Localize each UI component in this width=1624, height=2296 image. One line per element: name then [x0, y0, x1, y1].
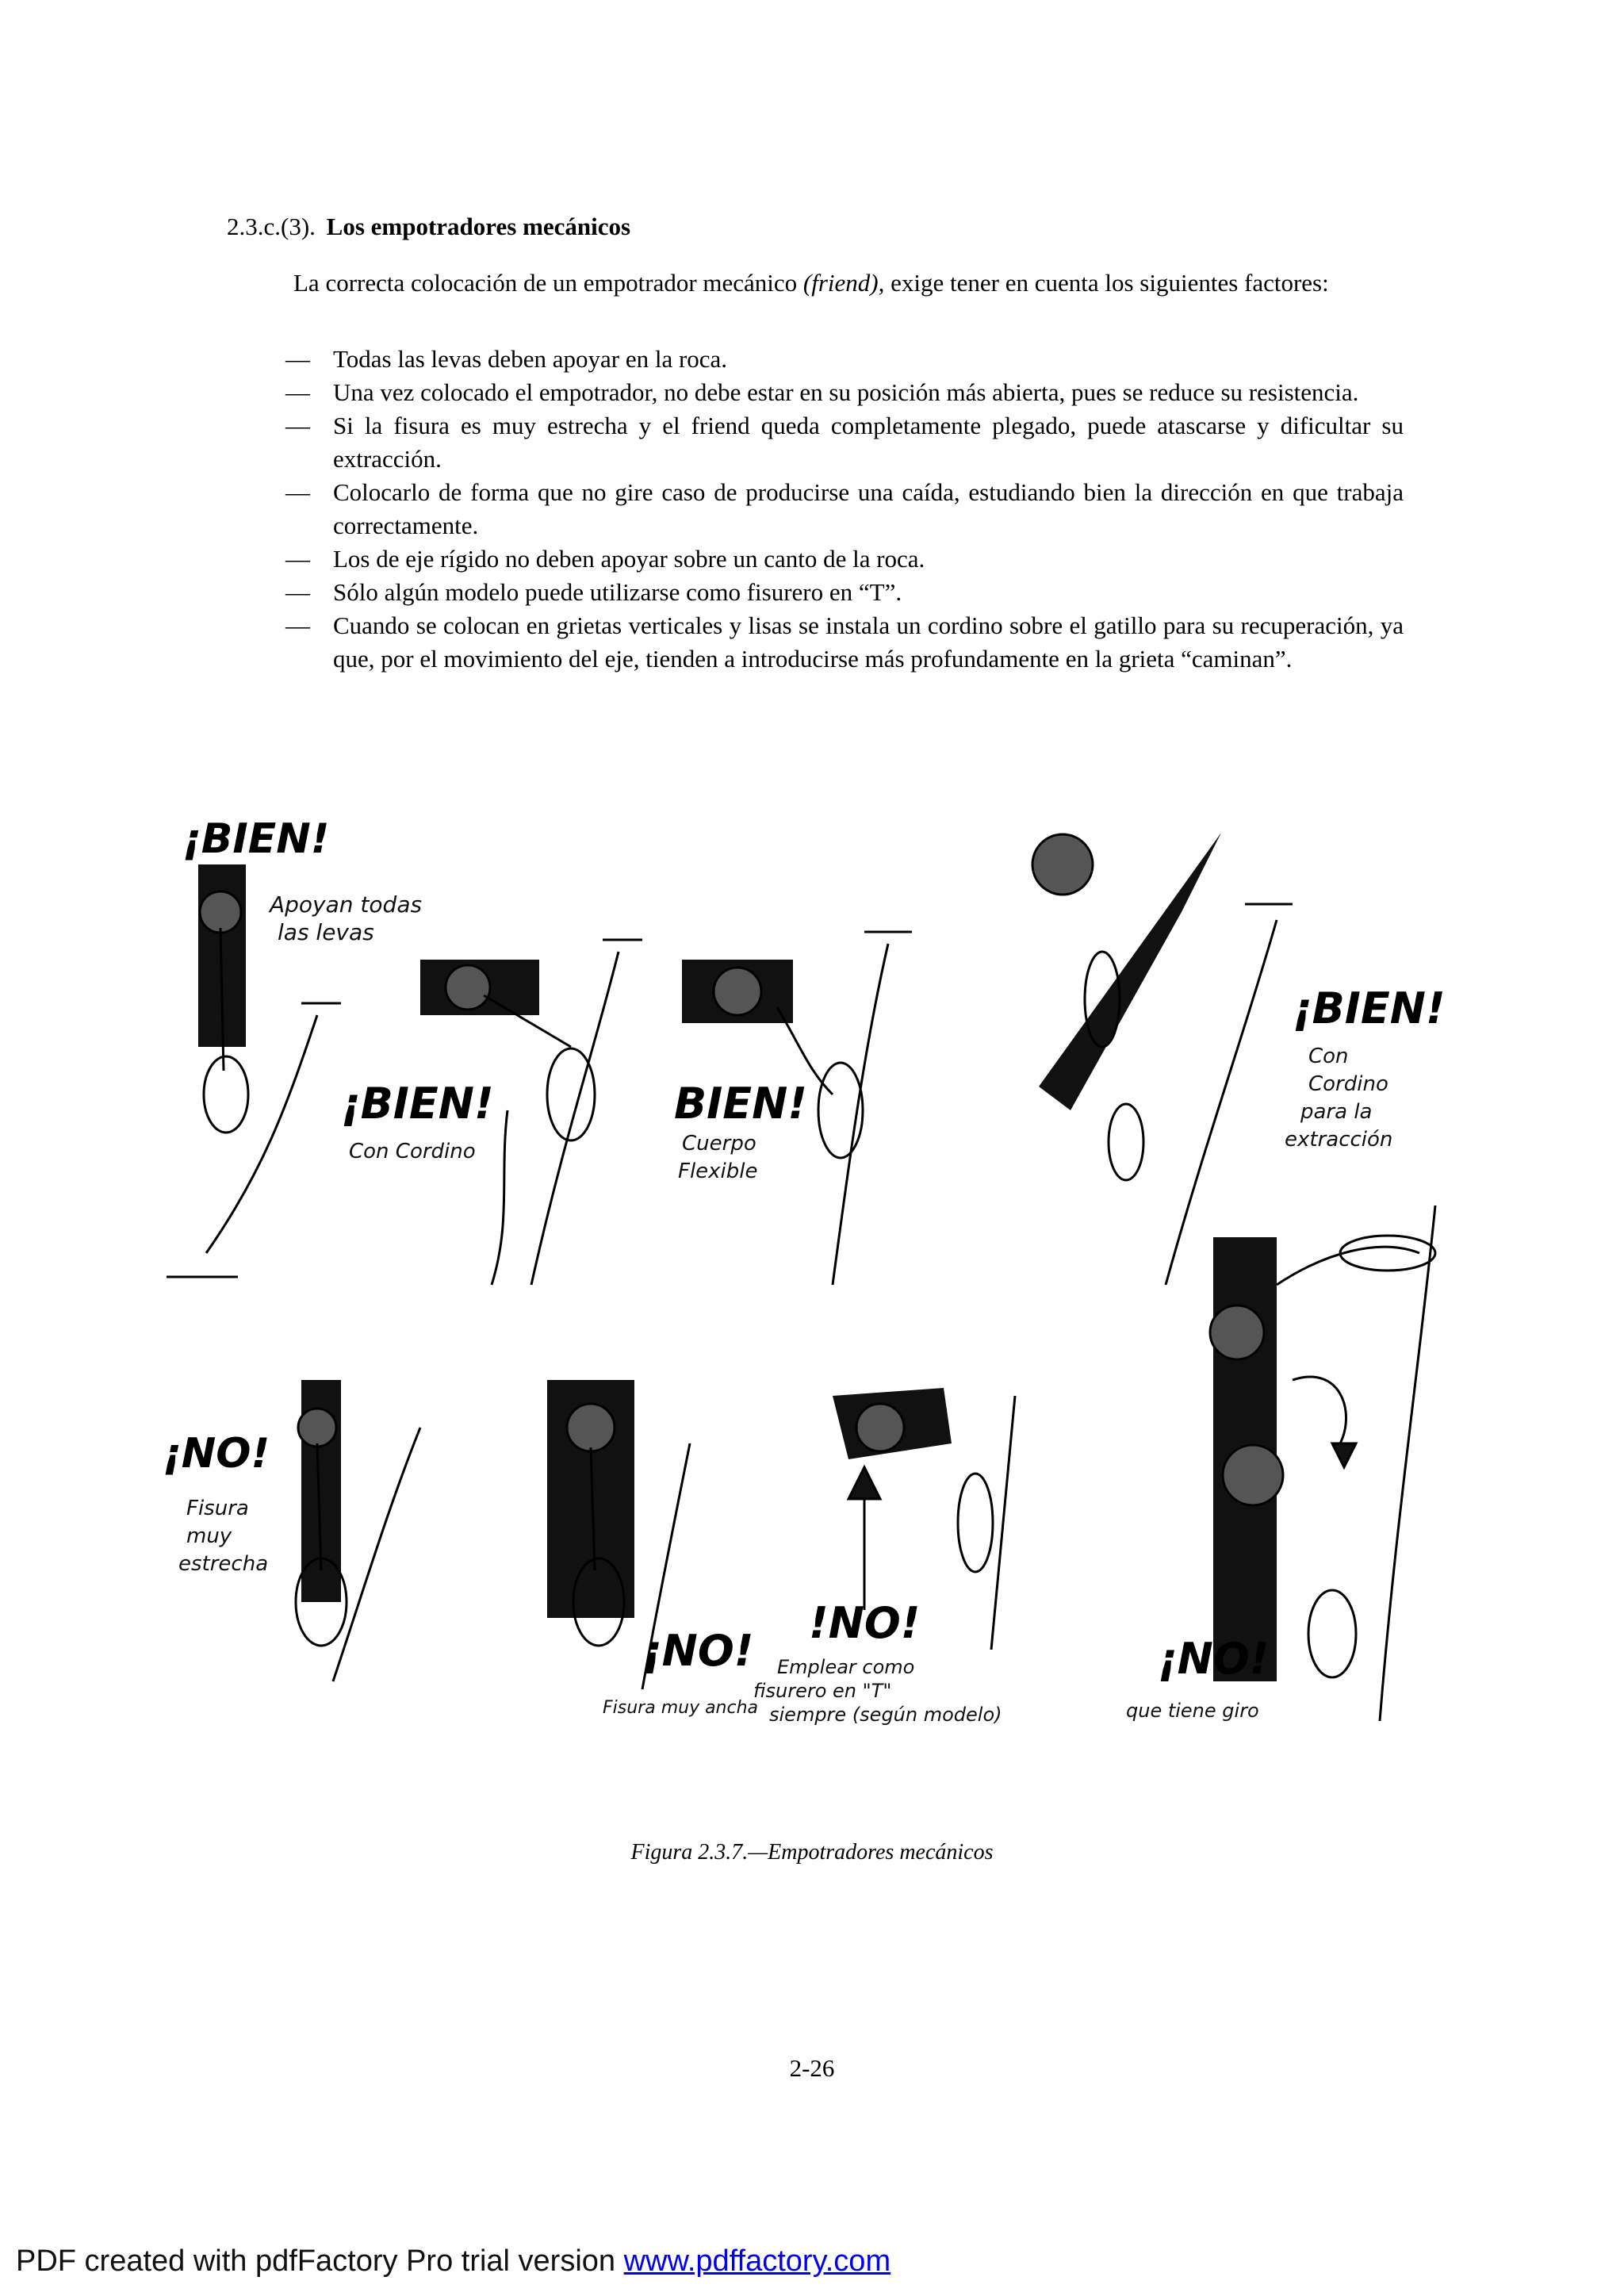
intro-text-before: La correcta colocación de un empotrador mecánico: [293, 269, 803, 297]
rock-and-rope-sketches: [167, 833, 1435, 1721]
panel4-note-line3: para la: [1300, 1100, 1373, 1124]
panel7-note-line2: fisurero en "T": [753, 1680, 892, 1702]
panel3-note-line1: Cuerpo: [682, 1132, 756, 1156]
section-number: 2.3.c.(3).: [227, 213, 316, 240]
panel3-note-line2: Flexible: [678, 1159, 758, 1183]
panel4-verdict: ¡BIEN!: [1293, 983, 1446, 1033]
list-item: — Los de eje rígido no deben apoyar sobre un canto de la roca.: [285, 545, 925, 573]
panel5-note-line2: muy: [186, 1524, 232, 1548]
footer-text: PDF created with pdfFactory Pro trial version: [16, 2244, 624, 2278]
panel5-note-line3: estrecha: [178, 1552, 269, 1576]
intro-paragraph: [227, 266, 1404, 300]
list-item: — Si la fisura es muy estrecha y el friend queda completamente plegado, puede atascarse y dificultar su extracción.: [285, 412, 1404, 473]
illustration-svg: [151, 809, 1499, 1800]
panel5-note-line1: Fisura: [186, 1497, 249, 1520]
friends-illustration: [151, 809, 1499, 1800]
section-title: Los empotradores mecánicos: [326, 213, 631, 240]
list-item: — Sólo algún modelo puede utilizarse como fisurero en “T”.: [285, 578, 902, 606]
panel1-note-line2: las levas: [278, 919, 374, 945]
list-item: — Cuando se colocan en grietas verticales y lisas se instala un cordino sobre el gatillo para su recuperación, ya que, por el movimiento del eje, tienden a introducirse más profundamente en la grieta “caminan”.: [285, 611, 1404, 673]
panel2-note-line1: Con Cordino: [349, 1140, 476, 1163]
factor-list: [285, 343, 1404, 676]
figure-caption: Figura 2.3.7.—Empotradores mecánicos: [630, 1840, 994, 1865]
page-number: 2-26: [789, 2054, 835, 2082]
pdf-footer: [16, 2244, 891, 2279]
panel7-verdict: !NO!: [809, 1598, 921, 1648]
list-item: — Todas las levas deben apoyar en la roca.: [285, 345, 728, 373]
panel1-note-line1: Apoyan todas: [270, 891, 423, 918]
panel4-note-line2: Cordino: [1308, 1072, 1388, 1096]
panel5-verdict: ¡NO!: [163, 1430, 270, 1478]
panel1-verdict: ¡BIEN!: [182, 815, 330, 863]
intro-text-after: exige tener en cuenta los siguientes factores:: [884, 269, 1329, 297]
panel8-note-line1: que tiene giro: [1126, 1700, 1259, 1722]
panel2-verdict: ¡BIEN!: [341, 1079, 494, 1129]
panel4-note-line4: extracción: [1285, 1128, 1393, 1152]
panel6-note-line1: Fisura muy ancha: [603, 1698, 759, 1718]
intro-term: (friend),: [802, 269, 885, 297]
list-item: — Colocarlo de forma que no gire caso de producirse una caída, estudiando bien la dirección en que trabaja correctamente.: [285, 478, 1404, 539]
footer-link[interactable]: www.pdffactory.com: [623, 2244, 891, 2278]
section-heading: [227, 213, 630, 241]
panel4-note-line1: Con: [1308, 1045, 1349, 1068]
panel7-note-line3: siempre (según modelo): [769, 1704, 1002, 1726]
panel3-verdict: BIEN!: [674, 1079, 807, 1129]
panel7-note-line1: Emplear como: [777, 1656, 915, 1678]
panel6-verdict: ¡NO!: [642, 1626, 754, 1676]
panel8-verdict: ¡NO!: [1158, 1634, 1270, 1684]
list-item: — Una vez colocado el empotrador, no debe estar en su posición más abierta, pues se reduce su resistencia.: [285, 378, 1359, 406]
